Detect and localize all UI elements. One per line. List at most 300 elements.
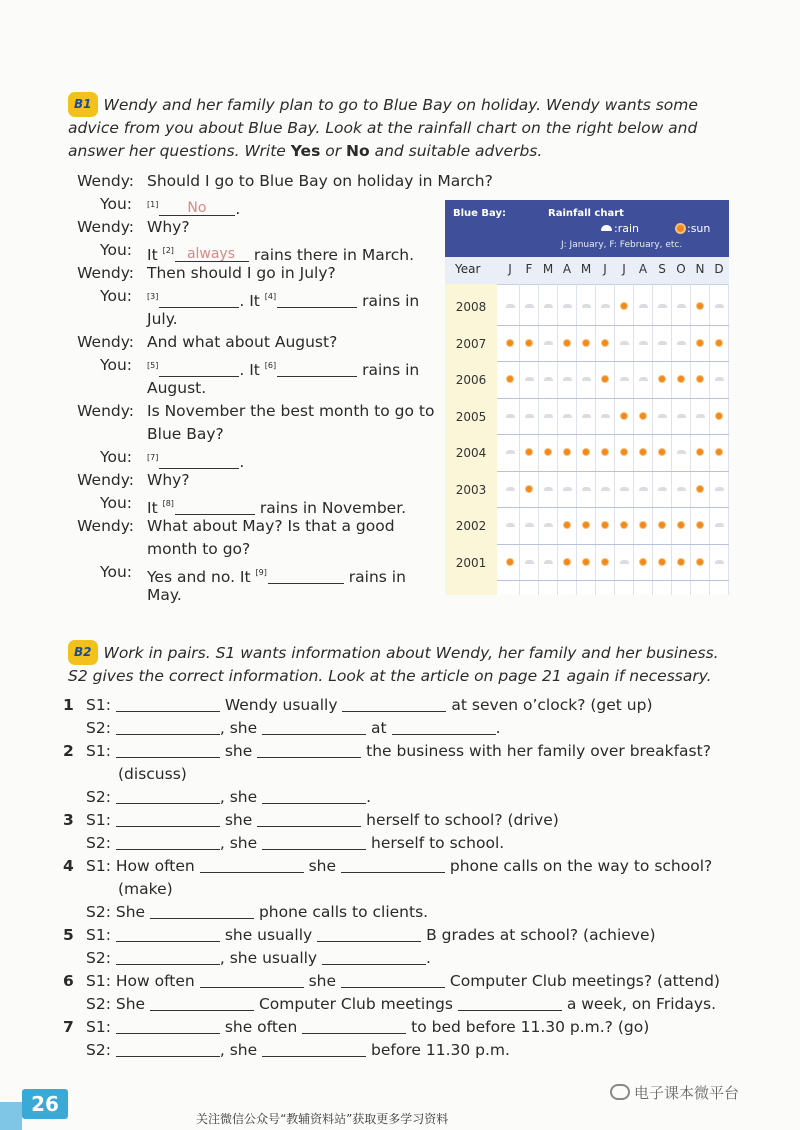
sun-mark <box>716 413 722 419</box>
sun-mark <box>697 486 703 492</box>
footer-notice: 关注微信公众号“教辅资料站”获取更多学习资料 <box>196 1112 449 1126</box>
sun-mark <box>583 449 589 455</box>
year-label: 2002 <box>455 519 487 533</box>
rain-mark <box>525 560 534 564</box>
q7-text-b: to bed before 11.30 p.m.? (go) <box>411 1018 650 1036</box>
answer-blank-2[interactable] <box>175 244 249 262</box>
rain-mark <box>563 304 572 308</box>
rain-mark <box>658 304 667 308</box>
grid-column-line <box>614 284 615 595</box>
b1-instruction-line-1: Wendy and her family plan to go to Blue Bay on holiday. Wendy wants some <box>103 96 698 114</box>
blank-number-6: [6] <box>264 361 277 370</box>
sun-mark <box>697 522 703 528</box>
b2-blank[interactable] <box>392 717 496 735</box>
b2-blank[interactable] <box>150 901 254 919</box>
blank-number-5: [5] <box>147 361 159 370</box>
sun-mark <box>697 340 703 346</box>
month-label: A <box>562 262 572 276</box>
rains-in: rains in <box>362 292 420 310</box>
grid-row-line <box>497 507 729 508</box>
sun-mark <box>526 449 532 455</box>
b1-or-word: or <box>320 142 347 160</box>
rain-mark <box>677 304 686 308</box>
dialogue-line-3-tail: rains there in March. <box>253 246 415 264</box>
q4-text-a: S1: How often <box>86 857 195 875</box>
sun-mark <box>507 340 513 346</box>
grid-column-line <box>576 284 577 595</box>
comma-she: , she <box>219 719 258 737</box>
rain-mark <box>563 487 572 491</box>
rain-mark <box>620 377 629 381</box>
speaker-wendy: Wendy: <box>77 172 134 190</box>
month-label: O <box>676 262 686 276</box>
dialogue-line-9a: What about May? Is that a good <box>147 517 395 535</box>
sun-mark <box>583 559 589 565</box>
answer-1: No <box>187 200 207 216</box>
year-label: 2006 <box>455 373 487 387</box>
may-word: May. <box>147 586 182 604</box>
q4-s2-b: phone calls to clients. <box>258 903 429 921</box>
word-it: . It <box>239 361 260 379</box>
year-label: 2004 <box>455 446 487 460</box>
item-number-7: 7 <box>63 1018 74 1036</box>
rain-mark <box>525 414 534 418</box>
b2-blank[interactable] <box>257 809 361 827</box>
rain-mark <box>506 450 515 454</box>
blank-number-3: [3] <box>147 292 159 301</box>
chart-header <box>445 200 729 257</box>
q4-text-b: phone calls on the way to school? <box>449 857 713 875</box>
she-word: she <box>308 857 337 875</box>
month-label: D <box>714 262 724 276</box>
answer-blank-4[interactable] <box>277 290 357 308</box>
page-number: 26 <box>22 1089 68 1119</box>
rain-mark <box>639 377 648 381</box>
dialogue-line-8-tail: rains in November. <box>259 499 407 517</box>
q3-s2-text: herself to school. <box>371 834 505 852</box>
sun-mark <box>716 340 722 346</box>
answer-blank-7[interactable] <box>159 451 239 469</box>
wechat-icon <box>610 1084 630 1100</box>
period: . <box>426 949 431 967</box>
q5-text-b: B grades at school? (achieve) <box>426 926 656 944</box>
blank-number-8: [8] <box>162 499 174 508</box>
sun-mark <box>697 559 703 565</box>
rain-mark <box>544 487 553 491</box>
b2-blank[interactable] <box>458 993 562 1011</box>
rainfall-chart <box>445 200 729 595</box>
rain-mark <box>715 560 724 564</box>
grid-column-line <box>538 284 539 595</box>
s2-label: S2: <box>86 788 111 806</box>
month-label: N <box>695 262 705 276</box>
q7-text-a: she often <box>224 1018 298 1036</box>
s1-label: S1: <box>86 696 111 714</box>
b2-blank[interactable] <box>116 717 220 735</box>
year-column <box>445 284 497 595</box>
rain-mark <box>620 487 629 491</box>
b2-blank[interactable] <box>262 786 366 804</box>
month-label: J <box>508 262 512 276</box>
b2-instruction <box>68 640 748 688</box>
b1-instruction-line-3a: answer her questions. Write <box>68 142 291 160</box>
item-number-4: 4 <box>63 857 74 875</box>
answer-blank-3[interactable] <box>159 290 239 308</box>
dialogue-line-7a: Is November the best month to go to <box>147 402 435 420</box>
sun-mark <box>678 522 684 528</box>
she-word: she <box>224 811 253 829</box>
item-number-3: 3 <box>63 811 74 829</box>
b2-blank[interactable] <box>302 1016 406 1034</box>
q6-text-a: S1: How often <box>86 972 195 990</box>
b2-blank[interactable] <box>150 993 254 1011</box>
year-label: 2001 <box>455 555 487 570</box>
grid-column-line <box>633 284 634 595</box>
rain-mark <box>563 377 572 381</box>
legend-months: J: January, F: February, etc. <box>561 240 683 250</box>
rain-mark <box>620 560 629 564</box>
chart-title-right: Rainfall chart <box>548 208 624 219</box>
speaker-you: You: <box>100 287 132 305</box>
rain-mark <box>544 523 553 527</box>
sun-mark <box>602 449 608 455</box>
b2-blank[interactable] <box>116 1016 220 1034</box>
rain-mark <box>506 487 515 491</box>
speaker-you: You: <box>100 494 132 512</box>
b2-tag: B2 <box>68 640 98 665</box>
b2-blank[interactable] <box>116 809 220 827</box>
item-number-1: 1 <box>63 696 74 714</box>
rain-mark <box>525 523 534 527</box>
speaker-wendy: Wendy: <box>77 218 134 236</box>
q1-at: at <box>371 719 387 737</box>
she-word: she <box>308 972 337 990</box>
b2-blank[interactable] <box>257 740 361 758</box>
blank-number-7: [7] <box>147 453 159 462</box>
item-number-2: 2 <box>63 742 74 760</box>
b1-yes-word: Yes <box>290 142 321 160</box>
dialogue-line-2: Why? <box>147 218 190 236</box>
rain-mark <box>525 377 534 381</box>
speaker-wendy: Wendy: <box>77 471 134 489</box>
sun-icon <box>677 225 684 232</box>
sun-mark <box>697 303 703 309</box>
b2-blank[interactable] <box>116 924 220 942</box>
august-word: August. <box>147 379 207 397</box>
speaker-you: You: <box>100 241 132 259</box>
b2-blank[interactable] <box>116 740 220 758</box>
answer-blank-9[interactable] <box>268 566 344 584</box>
sun-mark <box>621 303 627 309</box>
month-label: J <box>622 262 626 276</box>
sun-mark <box>602 340 608 346</box>
sun-mark <box>678 376 684 382</box>
b2-instruction-line-2: S2 gives the correct information. Look at the article on page 21 again if necessary. <box>68 667 712 685</box>
q7-s2-text: before 11.30 p.m. <box>371 1041 510 1059</box>
sun-mark <box>640 449 646 455</box>
sun-mark <box>621 413 627 419</box>
speaker-you: You: <box>100 563 132 581</box>
sun-mark <box>526 486 532 492</box>
sun-mark <box>507 376 513 382</box>
chart-title-left: Blue Bay: <box>453 208 507 219</box>
answer-blank-1[interactable] <box>159 198 235 216</box>
blank-number-9: [9] <box>255 568 267 577</box>
b2-blank[interactable] <box>317 924 421 942</box>
rain-mark <box>582 487 591 491</box>
rain-mark <box>658 487 667 491</box>
b2-blank[interactable] <box>342 694 446 712</box>
b2-blank[interactable] <box>116 947 220 965</box>
page-edge-strip <box>0 1102 22 1130</box>
q2-hint: (discuss) <box>118 765 187 783</box>
speaker-wendy: Wendy: <box>77 333 134 351</box>
year-header: Year <box>455 262 481 276</box>
speaker-wendy: Wendy: <box>77 264 134 282</box>
rain-mark <box>715 377 724 381</box>
rain-mark <box>677 450 686 454</box>
q4-hint: (make) <box>118 880 173 898</box>
rain-mark <box>715 523 724 527</box>
item-number-5: 5 <box>63 926 74 944</box>
word-it: It <box>147 246 158 264</box>
speaker-wendy: Wendy: <box>77 517 134 535</box>
sun-mark <box>526 340 532 346</box>
grid-column-line <box>557 284 558 595</box>
b2-blank[interactable] <box>116 1039 220 1057</box>
rain-mark <box>715 304 724 308</box>
b1-instruction-line-3b: and suitable adverbs. <box>369 142 543 160</box>
rain-mark <box>544 414 553 418</box>
sun-mark <box>678 559 684 565</box>
grid-row-line <box>497 361 729 362</box>
sun-mark <box>716 449 722 455</box>
sun-mark <box>640 522 646 528</box>
b1-tag: B1 <box>68 92 98 117</box>
q5-s2-text: , she usually <box>219 949 318 967</box>
comma-she: , she <box>219 788 258 806</box>
month-label: J <box>603 262 607 276</box>
sun-mark <box>507 559 513 565</box>
b1-instruction-line-2: advice from you about Blue Bay. Look at the rainfall chart on the right below and <box>68 119 698 137</box>
rain-mark <box>506 523 515 527</box>
word-it: . It <box>239 292 260 310</box>
sun-mark <box>583 340 589 346</box>
month-label: M <box>580 262 592 276</box>
sun-mark <box>621 449 627 455</box>
dialogue-line-6: And what about August? <box>147 333 338 351</box>
s2-label: S2: <box>86 1041 111 1059</box>
sun-mark <box>564 522 570 528</box>
rain-icon <box>601 225 612 231</box>
q3-text-b: herself to school? (drive) <box>366 811 559 829</box>
b1-instruction <box>68 92 728 163</box>
dialogue-line-9b: month to go? <box>147 540 251 558</box>
q4-s2-a: S2: She <box>86 903 146 921</box>
month-label: M <box>542 262 554 276</box>
b2-blank[interactable] <box>341 855 445 873</box>
rain-mark <box>582 414 591 418</box>
grid-row-line <box>497 325 729 326</box>
q1-text-a: Wendy usually <box>224 696 338 714</box>
sun-mark <box>583 522 589 528</box>
legend-sun: :sun <box>687 222 711 235</box>
grid-row-line <box>497 580 729 581</box>
s2-label: S2: <box>86 834 111 852</box>
rain-mark <box>544 304 553 308</box>
grid-row-line <box>497 398 729 399</box>
word-it: It <box>147 499 158 517</box>
b2-blank[interactable] <box>200 855 304 873</box>
dialogue-line-4: Then should I go in July? <box>147 264 336 282</box>
dialogue-line-7b: Blue Bay? <box>147 425 224 443</box>
blank-number-1: [1] <box>147 200 159 209</box>
blank-number-4: [4] <box>264 292 277 301</box>
grid-column-line <box>519 284 520 595</box>
rains-in: rains in <box>362 361 420 379</box>
b2-blank[interactable] <box>262 832 366 850</box>
rain-mark <box>677 341 686 345</box>
legend-rain: :rain <box>614 222 639 235</box>
grid-column-line <box>690 284 691 595</box>
sun-mark <box>564 340 570 346</box>
rain-mark <box>506 414 515 418</box>
grid-column-line <box>709 284 710 595</box>
month-label: A <box>638 262 648 276</box>
month-label: S <box>658 262 666 276</box>
sun-mark <box>697 449 703 455</box>
sun-mark <box>545 449 551 455</box>
speaker-you: You: <box>100 448 132 466</box>
grid-row-line <box>497 434 729 435</box>
sun-mark <box>602 376 608 382</box>
speaker-wendy: Wendy: <box>77 402 134 420</box>
q6-s2-c: a week, on Fridays. <box>566 995 717 1013</box>
year-label: 2007 <box>455 336 487 351</box>
grid-column-line <box>595 284 596 595</box>
b2-blank[interactable] <box>262 1039 366 1057</box>
rain-mark <box>582 304 591 308</box>
sun-mark <box>659 449 665 455</box>
b2-blank[interactable] <box>200 970 304 988</box>
rain-mark <box>506 304 515 308</box>
rain-mark <box>544 377 553 381</box>
comma-she: , she <box>219 834 258 852</box>
rain-mark <box>601 414 610 418</box>
answer-blank-5[interactable] <box>159 359 239 377</box>
rain-mark <box>639 341 648 345</box>
year-label: 2008 <box>455 300 487 314</box>
rain-mark <box>715 487 724 491</box>
b2-blank[interactable] <box>262 717 366 735</box>
rain-mark <box>525 304 534 308</box>
sun-mark <box>659 376 665 382</box>
rain-mark <box>677 487 686 491</box>
grid-column-line <box>671 284 672 595</box>
b2-blank[interactable] <box>116 694 220 712</box>
sun-mark <box>602 559 608 565</box>
s2-label: S2: <box>86 719 111 737</box>
q1-text-b: at seven o’clock? (get up) <box>451 696 653 714</box>
speaker-you: You: <box>100 195 132 213</box>
s1-label: S1: <box>86 742 111 760</box>
q6-s2-b: Computer Club meetings <box>258 995 453 1013</box>
q5-text-a: she usually <box>224 926 313 944</box>
s1-label: S1: <box>86 811 111 829</box>
wechat-watermark <box>610 1082 739 1103</box>
q2-text-b: the business with her family over breakfast? <box>366 742 711 760</box>
rain-mark <box>658 414 667 418</box>
q6-text-b: Computer Club meetings? (attend) <box>449 972 720 990</box>
sun-mark <box>697 376 703 382</box>
july-word: July. <box>147 310 178 328</box>
b2-blank[interactable] <box>322 947 426 965</box>
period: . <box>495 719 501 737</box>
sun-mark <box>640 413 646 419</box>
grid-column-line <box>728 284 729 595</box>
rain-mark <box>696 414 705 418</box>
answer-blank-6[interactable] <box>277 359 357 377</box>
sun-mark <box>640 559 646 565</box>
sun-mark <box>564 449 570 455</box>
rain-mark <box>563 414 572 418</box>
comma-she: , she <box>219 1041 258 1059</box>
b2-instruction-line-1: Work in pairs. S1 wants information about Wendy, her family and her business. <box>103 644 719 662</box>
rain-mark <box>544 341 553 345</box>
dialogue-line-10a: Yes and no. It <box>147 568 251 586</box>
she-word: she <box>224 742 253 760</box>
item-number-6: 6 <box>63 972 74 990</box>
b1-no-word: No <box>346 142 370 160</box>
sun-mark <box>602 522 608 528</box>
b2-blank[interactable] <box>341 970 445 988</box>
watermark-text: 电子课本微平台 <box>634 1084 740 1102</box>
grid-row-line <box>497 544 729 545</box>
rain-mark <box>677 414 686 418</box>
q6-s2-a: S2: She <box>86 995 146 1013</box>
rain-mark <box>658 341 667 345</box>
rain-mark <box>639 487 648 491</box>
rain-mark <box>639 304 648 308</box>
sun-mark <box>659 522 665 528</box>
grid-row-line <box>497 471 729 472</box>
period: . <box>366 788 372 806</box>
month-label: F <box>525 262 533 276</box>
sun-mark <box>564 559 570 565</box>
s2-label: S2: <box>86 949 111 967</box>
answer-blank-8[interactable] <box>175 497 255 515</box>
rain-mark <box>544 560 553 564</box>
year-label: 2005 <box>455 409 487 424</box>
answer-2: always <box>186 246 236 262</box>
grid-column-line <box>652 284 653 595</box>
b2-blank[interactable] <box>116 786 220 804</box>
sun-mark <box>621 522 627 528</box>
rains-in: rains in <box>348 568 406 586</box>
rain-mark <box>582 377 591 381</box>
s1-label: S1: <box>86 926 111 944</box>
rain-mark <box>601 304 610 308</box>
sun-mark <box>659 559 665 565</box>
dialogue-line-8: Why? <box>147 471 190 489</box>
blank-number-2: [2] <box>162 246 174 255</box>
s1-label: S1: <box>86 1018 111 1036</box>
rain-mark <box>620 341 629 345</box>
b2-blank[interactable] <box>116 832 220 850</box>
year-label: 2003 <box>455 482 487 497</box>
speaker-you: You: <box>100 356 132 374</box>
dialogue-line-1: Should I go to Blue Bay on holiday in March? <box>147 172 493 190</box>
